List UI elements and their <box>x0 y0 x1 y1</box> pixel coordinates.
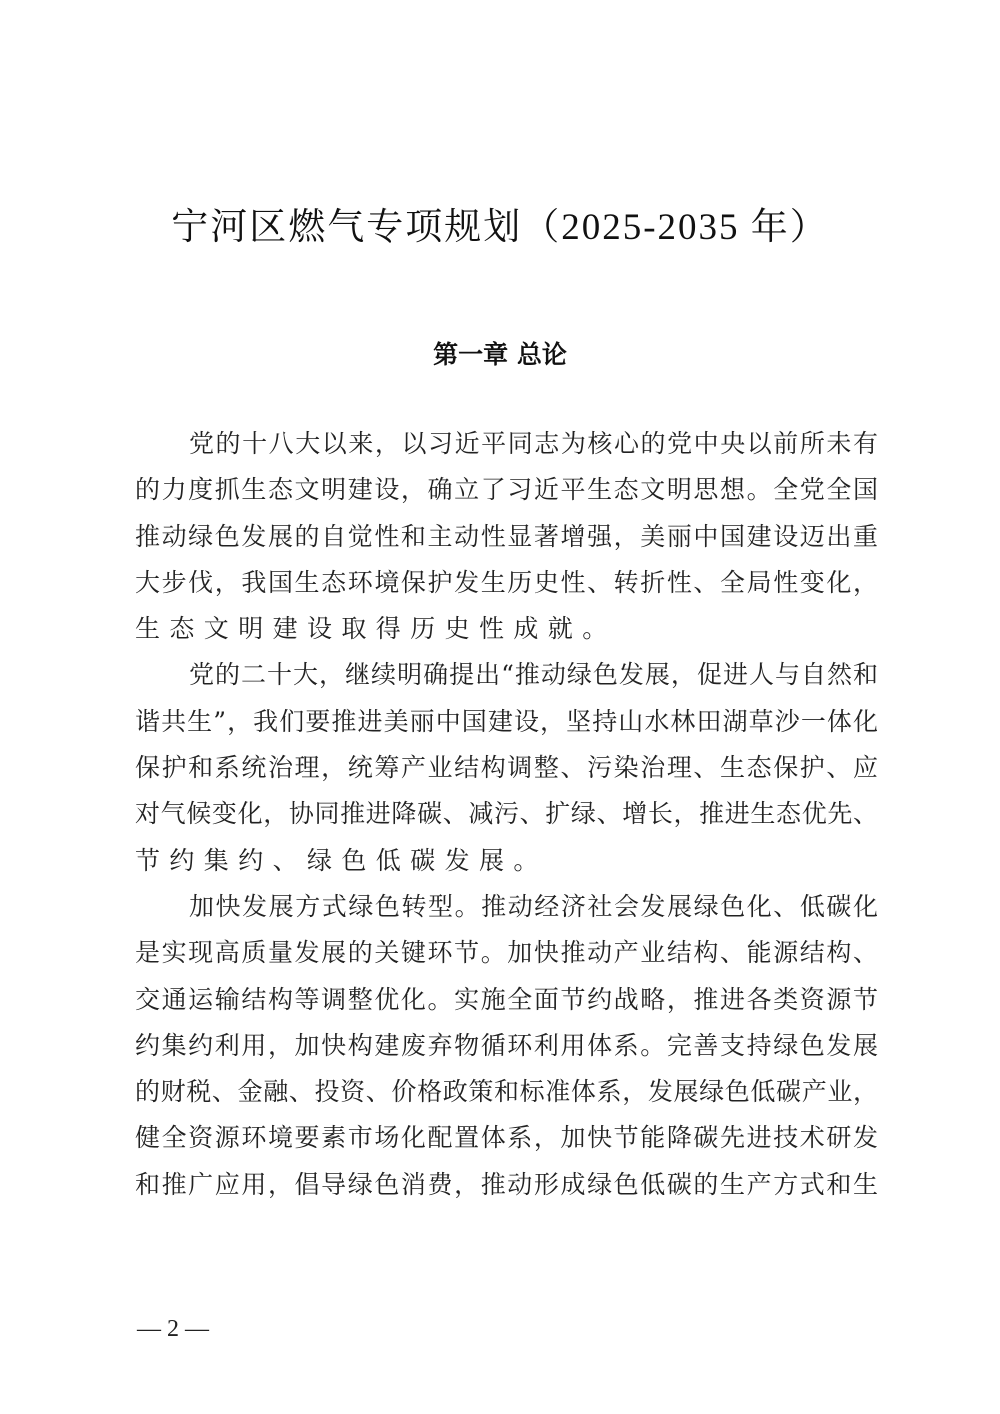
text-line: 和推广应用，倡导绿色消费，推动形成绿色低碳的生产方式和生 <box>135 1169 878 1199</box>
text-line: 约集约利用，加快构建废弃物循环利用体系。完善支持绿色发展 <box>135 1030 878 1060</box>
text-line: 谐共生”，我们要推进美丽中国建设，坚持山水林田湖草沙一体化 <box>135 706 878 736</box>
text-line: 党的十八大以来，以习近平同志为核心的党中央以前所未有 <box>189 429 878 458</box>
text-line: 对气候变化，协同推进降碳、减污、扩绿、增长，推进生态优先、 <box>135 799 878 829</box>
text-line: 健全资源环境要素市场化配置体系，加快节能降碳先进技术研发 <box>135 1123 878 1153</box>
text-line: 生态文明建设取得历史性成就。 <box>135 614 617 644</box>
text-line: 是实现高质量发展的关键环节。加快推动产业结构、能源结构、 <box>135 938 878 968</box>
page-number: — 2 — <box>137 1316 209 1342</box>
chapter-heading: 第一章 总论 <box>433 340 567 369</box>
text-line: 的力度抓生态文明建设，确立了习近平生态文明思想。全党全国 <box>135 475 878 505</box>
paragraph-1 <box>135 421 878 652</box>
text-line: 交通运输结构等调整优化。实施全面节约战略，推进各类资源节 <box>135 984 878 1014</box>
text-line: 推动绿色发展的自觉性和主动性显著增强，美丽中国建设迈出重 <box>135 521 878 551</box>
document-title: 宁河区燃气专项规划（2025-2035 年） <box>171 207 829 248</box>
paragraph-2 <box>135 652 878 883</box>
text-line: 党的二十大，继续明确提出“推动绿色发展，促进人与自然和 <box>189 660 878 690</box>
text-line: 加快发展方式绿色转型。推动经济社会发展绿色化、低碳化 <box>189 891 878 921</box>
text-line: 的财税、金融、投资、价格政策和标准体系，发展绿色低碳产业， <box>135 1077 878 1107</box>
text-line: 大步伐，我国生态环境保护发生历史性、转折性、全局性变化， <box>135 567 878 597</box>
document-body <box>135 421 878 1208</box>
text-line: 节约集约、绿色低碳发展。 <box>135 845 548 875</box>
paragraph-3 <box>135 884 878 1208</box>
text-line: 保护和系统治理，统筹产业结构调整、污染治理、生态保护、应 <box>135 753 878 783</box>
